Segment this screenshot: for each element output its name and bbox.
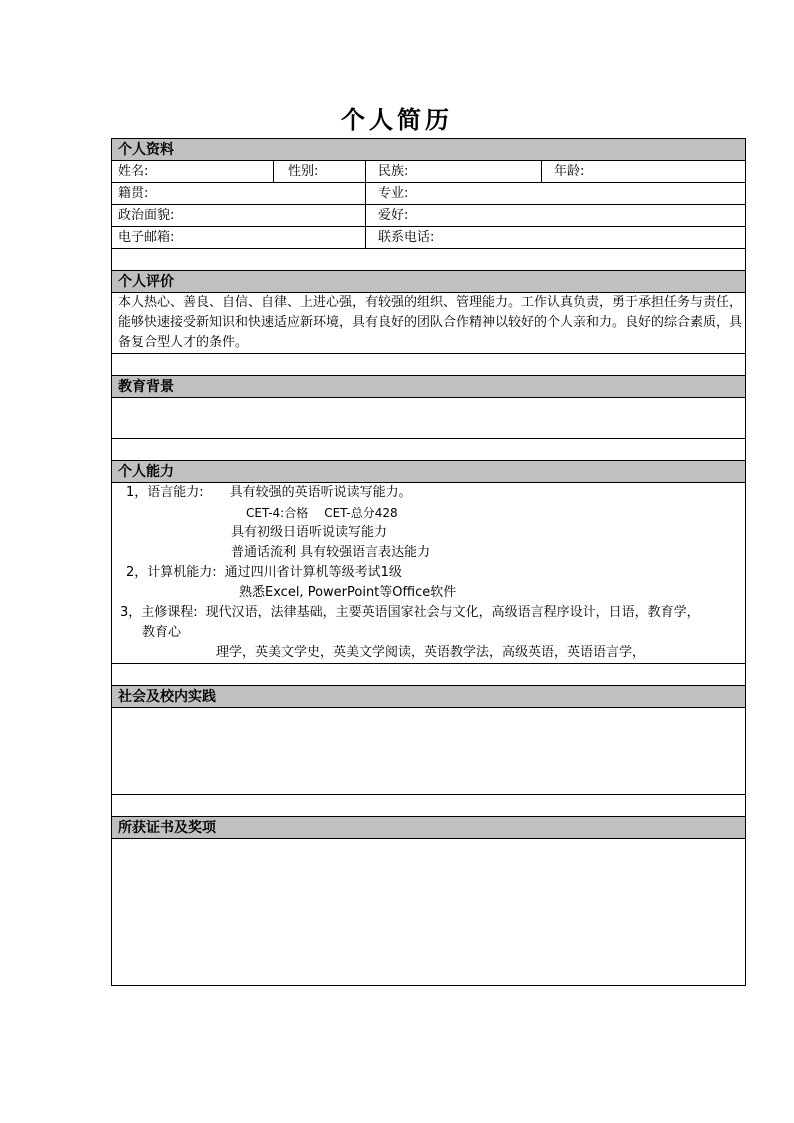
ability-line: 普通话流利 具有较强语言表达能力 (231, 545, 431, 560)
field-email: 电子邮箱: (112, 227, 366, 249)
spacer-row (112, 439, 746, 461)
abilities-content (112, 483, 746, 664)
practice-content (112, 708, 746, 795)
lang-label: 1，语言能力: (126, 485, 204, 500)
education-content (112, 398, 746, 439)
awards-content (112, 839, 746, 986)
field-ethnicity: 民族: (366, 161, 542, 183)
field-political-status: 政治面貌: (112, 205, 366, 227)
ability-line: 教育心 (142, 625, 182, 640)
page-title: 个人简历 (341, 105, 453, 134)
field-age: 年龄: (542, 161, 746, 183)
field-gender: 性别: (274, 161, 366, 183)
ability-line (118, 603, 745, 623)
cet-result: CET-4:合格 (246, 506, 309, 520)
section-self-evaluation: 个人评价 (112, 271, 746, 293)
field-name: 姓名: (112, 161, 274, 183)
spacer-row (112, 354, 746, 376)
spacer-row (112, 664, 746, 686)
ability-line (118, 503, 745, 523)
field-major: 专业: (366, 183, 746, 205)
ability-line: 具有初级日语听说读写能力 (231, 525, 388, 540)
section-education: 教育背景 (112, 376, 746, 398)
ability-line: 理学，英美文学史，英美文学阅读，英语教学法，高级英语，英语语言学， (216, 645, 646, 660)
spacer-row (112, 795, 746, 817)
ability-line: 熟悉Excel, PowerPoint等Office软件 (239, 585, 457, 600)
cet-score: CET-总分428 (324, 506, 398, 520)
ability-line (118, 563, 745, 583)
spacer-row (112, 249, 746, 271)
section-practice: 社会及校内实践 (112, 686, 746, 708)
field-phone: 联系电话: (366, 227, 746, 249)
field-hobbies: 爱好: (366, 205, 746, 227)
self-evaluation-text: 本人热心、善良、自信、自律、上进心强，有较强的组织、管理能力。工作认真负责，勇于承担任务与责任，能够快速接受新知识和快速适应新环境，具有良好的团队合作精神以较好的个人亲和力。良好的综合素质，具备复合型人才的条件。 (112, 293, 746, 354)
comp-text: 通过四川省计算机等级考试1级 (224, 565, 402, 580)
section-personal-info: 个人资料 (112, 139, 746, 161)
ability-line (118, 483, 745, 503)
section-awards: 所获证书及奖项 (112, 817, 746, 839)
course-text: 现代汉语，法律基础，主要英语国家社会与文化，高级语言程序设计，日语，教育学， (205, 605, 700, 620)
lang-text: 具有较强的英语听说读写能力。 (229, 485, 412, 500)
section-abilities: 个人能力 (112, 461, 746, 483)
course-label: 3，主修课程: (120, 605, 198, 620)
field-native-place: 籍贯: (112, 183, 366, 205)
comp-label: 2，计算机能力: (126, 565, 217, 580)
resume-table (111, 138, 746, 986)
